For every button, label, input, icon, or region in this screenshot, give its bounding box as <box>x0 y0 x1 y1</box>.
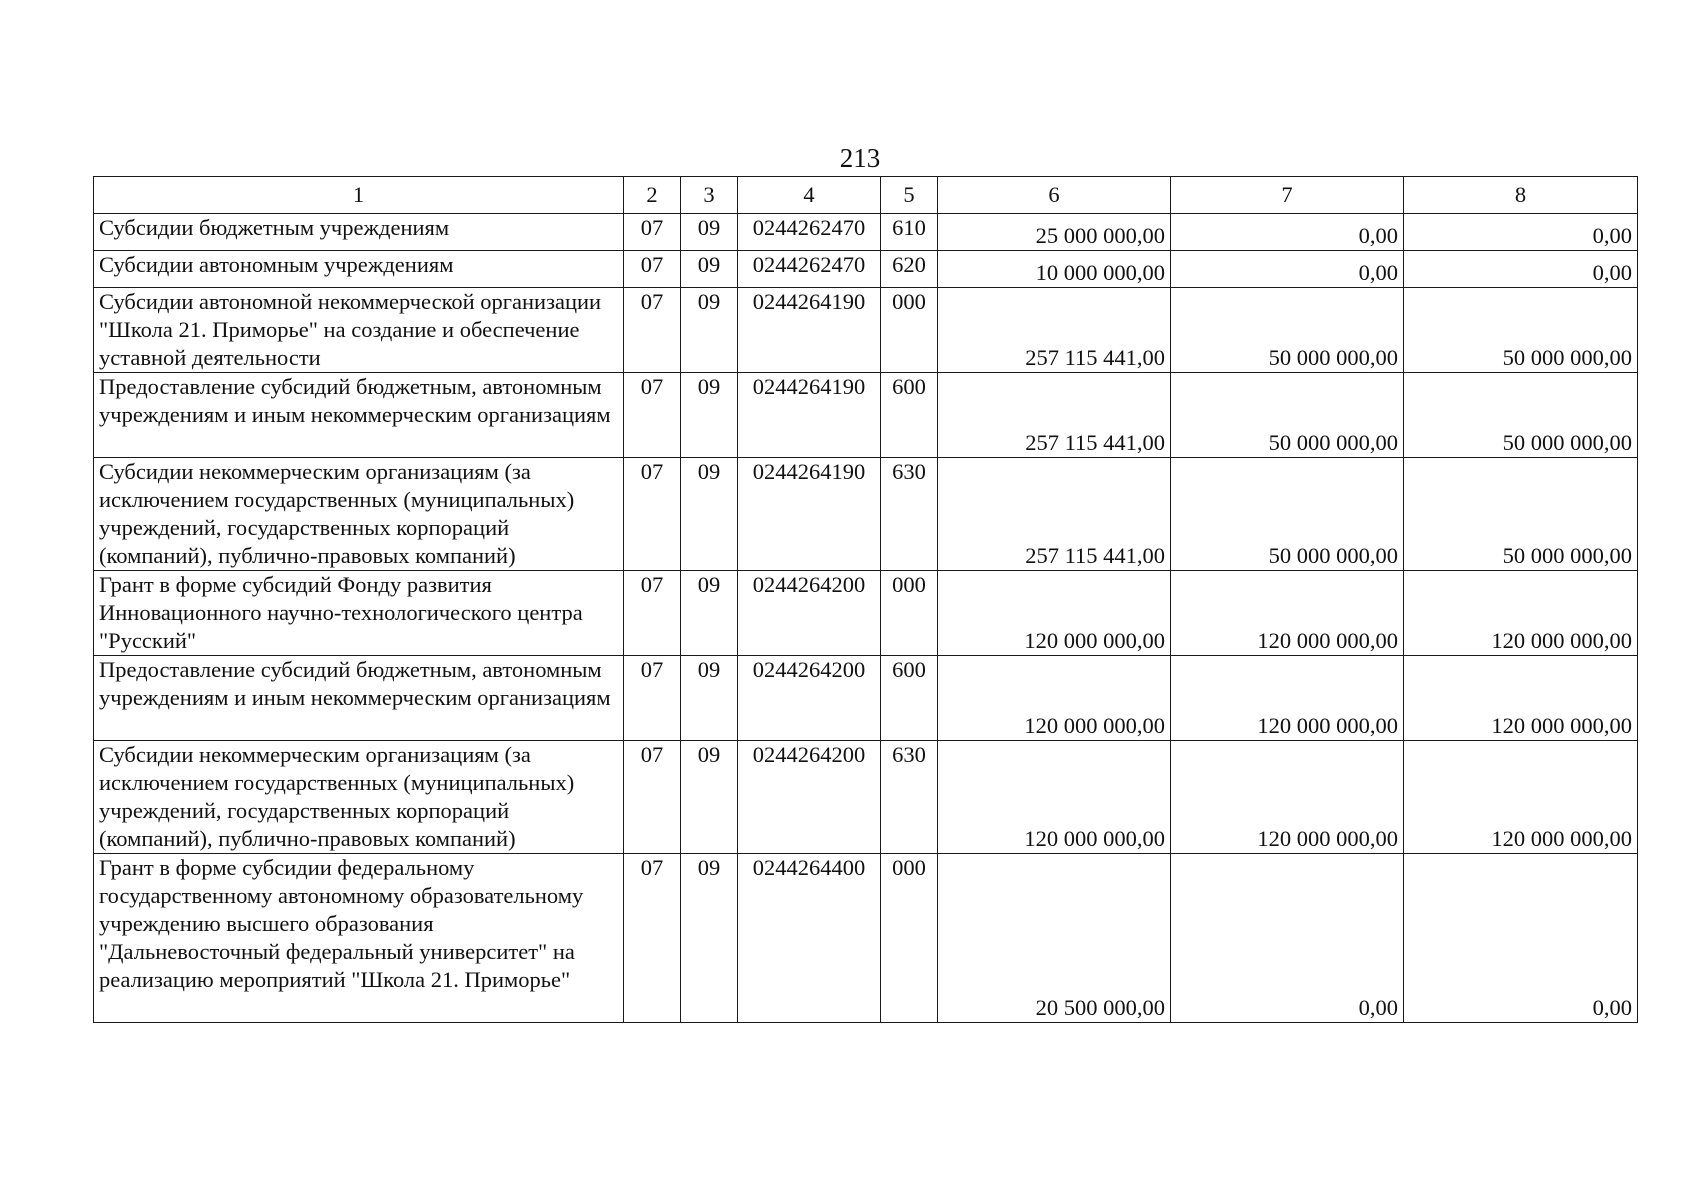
target-article-code: 0244262470 <box>738 214 881 251</box>
section-code: 07 <box>624 251 681 288</box>
expense-type-code: 610 <box>881 214 938 251</box>
amount-col-6: 120 000 000,00 <box>938 656 1171 741</box>
column-header-8: 8 <box>1404 177 1638 214</box>
expense-type-code: 000 <box>881 571 938 656</box>
subsection-code: 09 <box>681 214 738 251</box>
amount-col-7: 50 000 000,00 <box>1171 458 1404 571</box>
target-article-code: 0244264200 <box>738 656 881 741</box>
subsection-code: 09 <box>681 656 738 741</box>
table-header-row <box>94 177 1638 214</box>
amount-col-7: 50 000 000,00 <box>1171 288 1404 373</box>
subsection-code: 09 <box>681 251 738 288</box>
amount-col-8: 0,00 <box>1404 854 1638 1023</box>
target-article-code: 0244262470 <box>738 251 881 288</box>
subsection-code: 09 <box>681 741 738 854</box>
section-code: 07 <box>624 288 681 373</box>
expense-type-code: 630 <box>881 458 938 571</box>
target-article-code: 0244264200 <box>738 741 881 854</box>
amount-col-6: 257 115 441,00 <box>938 458 1171 571</box>
table-row <box>94 741 1638 854</box>
table-row <box>94 571 1638 656</box>
amount-col-8: 0,00 <box>1404 251 1638 288</box>
table-row <box>94 288 1638 373</box>
amount-col-6: 257 115 441,00 <box>938 373 1171 458</box>
page-number: 213 <box>839 143 881 173</box>
subsection-code: 09 <box>681 571 738 656</box>
section-code: 07 <box>624 214 681 251</box>
column-header-1: 1 <box>94 177 624 214</box>
amount-col-7: 120 000 000,00 <box>1171 656 1404 741</box>
target-article-code: 0244264190 <box>738 288 881 373</box>
row-name: Грант в форме субсидии федеральному государственному автономному образовательному учреждению высшего образования "Дальневосточный федеральный университет" на реализацию мероприятий "Школа 21. Приморье" <box>94 854 624 1023</box>
row-name: Предоставление субсидий бюджетным, автономным учреждениям и иным некоммерческим организациям <box>94 373 624 458</box>
amount-col-7: 120 000 000,00 <box>1171 571 1404 656</box>
amount-col-6: 10 000 000,00 <box>938 251 1171 288</box>
row-name: Субсидии некоммерческим организациям (за исключением государственных (муниципальных) учреждений, государственных корпораций (компаний), публично-правовых компаний) <box>94 741 624 854</box>
section-code: 07 <box>624 373 681 458</box>
amount-col-8: 50 000 000,00 <box>1404 373 1638 458</box>
section-code: 07 <box>624 571 681 656</box>
column-header-2: 2 <box>624 177 681 214</box>
section-code: 07 <box>624 741 681 854</box>
section-code: 07 <box>624 854 681 1023</box>
expense-type-code: 000 <box>881 854 938 1023</box>
column-header-7: 7 <box>1171 177 1404 214</box>
target-article-code: 0244264200 <box>738 571 881 656</box>
expense-type-code: 000 <box>881 288 938 373</box>
subsection-code: 09 <box>681 288 738 373</box>
column-header-5: 5 <box>881 177 938 214</box>
amount-col-8: 0,00 <box>1404 214 1638 251</box>
amount-col-6: 20 500 000,00 <box>938 854 1171 1023</box>
subsection-code: 09 <box>681 373 738 458</box>
amount-col-8: 120 000 000,00 <box>1404 571 1638 656</box>
column-header-3: 3 <box>681 177 738 214</box>
column-header-4: 4 <box>738 177 881 214</box>
table-row <box>94 214 1638 251</box>
column-header-6: 6 <box>938 177 1171 214</box>
target-article-code: 0244264190 <box>738 373 881 458</box>
expense-type-code: 600 <box>881 656 938 741</box>
amount-col-7: 0,00 <box>1171 251 1404 288</box>
amount-col-6: 257 115 441,00 <box>938 288 1171 373</box>
expense-type-code: 620 <box>881 251 938 288</box>
row-name: Субсидии автономной некоммерческой организации "Школа 21. Приморье" на создание и обеспечение уставной деятельности <box>94 288 624 373</box>
amount-col-8: 50 000 000,00 <box>1404 458 1638 571</box>
amount-col-8: 50 000 000,00 <box>1404 288 1638 373</box>
amount-col-8: 120 000 000,00 <box>1404 656 1638 741</box>
table-row <box>94 373 1638 458</box>
row-name: Субсидии бюджетным учреждениям <box>94 214 624 251</box>
table-row <box>94 656 1638 741</box>
amount-col-7: 0,00 <box>1171 854 1404 1023</box>
amount-col-6: 120 000 000,00 <box>938 571 1171 656</box>
row-name: Субсидии автономным учреждениям <box>94 251 624 288</box>
table-row <box>94 458 1638 571</box>
subsection-code: 09 <box>681 854 738 1023</box>
amount-col-7: 50 000 000,00 <box>1171 373 1404 458</box>
section-code: 07 <box>624 458 681 571</box>
amount-col-7: 120 000 000,00 <box>1171 741 1404 854</box>
row-name: Предоставление субсидий бюджетным, автономным учреждениям и иным некоммерческим организациям <box>94 656 624 741</box>
target-article-code: 0244264400 <box>738 854 881 1023</box>
expense-type-code: 600 <box>881 373 938 458</box>
budget-table <box>93 176 1638 1023</box>
row-name: Грант в форме субсидий Фонду развития Инновационного научно-технологического центра "Русский" <box>94 571 624 656</box>
table-row <box>94 251 1638 288</box>
amount-col-8: 120 000 000,00 <box>1404 741 1638 854</box>
target-article-code: 0244264190 <box>738 458 881 571</box>
amount-col-6: 120 000 000,00 <box>938 741 1171 854</box>
expense-type-code: 630 <box>881 741 938 854</box>
table-row <box>94 854 1638 1023</box>
amount-col-7: 0,00 <box>1171 214 1404 251</box>
row-name: Субсидии некоммерческим организациям (за исключением государственных (муниципальных) учреждений, государственных корпораций (компаний), публично-правовых компаний) <box>94 458 624 571</box>
subsection-code: 09 <box>681 458 738 571</box>
amount-col-6: 25 000 000,00 <box>938 214 1171 251</box>
section-code: 07 <box>624 656 681 741</box>
